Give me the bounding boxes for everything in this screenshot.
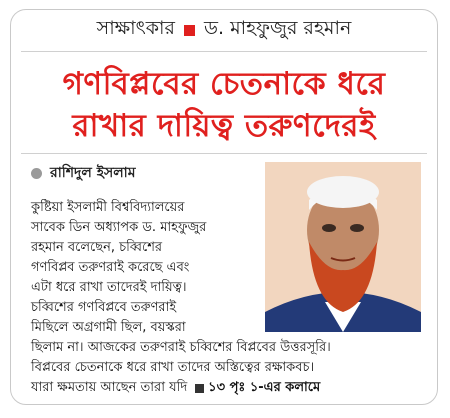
kicker-person: ড. মাহফুজুর রহমান [204, 17, 352, 39]
kicker-separator-square [184, 25, 195, 36]
body-line: সাবেক ডিন অধ্যাপক ড. মাহফুজুর [31, 220, 207, 235]
byline-bullet [31, 168, 42, 179]
body-line: রহমান বলেছেন, চব্বিশের [31, 240, 163, 255]
body-last-line [31, 378, 320, 398]
byline-author: রাশিদুল ইসলাম [50, 165, 136, 181]
body-line: যারা ক্ষমতায় আছেন তারা যদি [31, 380, 188, 395]
body-line: বিপ্লবের চেতনাকে ধরে রাখা তাদের অস্তিত্বের রক্ষাকবচ। [31, 360, 315, 375]
body-line: চব্বিশের গণবিপ্লবে তরুণরাই [31, 300, 177, 315]
news-clipping [10, 9, 438, 405]
body-line: কুষ্টিয়া ইসলামী বিশ্ববিদ্যালয়ের [31, 200, 185, 215]
headline-divider [21, 153, 427, 154]
body-line: এটা ধরে রাখা তাদেরই দায়িত্ব। [31, 280, 187, 295]
top-divider [21, 51, 427, 52]
continuation-square-icon [195, 384, 204, 393]
portrait-photo [265, 162, 421, 332]
headline-line-1: গণবিপ্লবের চেতনাকে ধরে [62, 66, 386, 102]
body-line: গণবিপ্লব তরুণরাই করেছে এবং [31, 260, 190, 275]
byline [31, 162, 136, 184]
kicker-section: সাক্ষাৎকার [96, 17, 176, 39]
body-line: ছিলাম না। আজকের তরুণরাই চব্বিশের বিপ্লবের উত্তরসূরি। [31, 340, 331, 355]
kicker [11, 10, 437, 50]
continuation-note [195, 378, 320, 398]
body-line: মিছিলে অগ্রগামী ছিল, বয়স্করা [31, 320, 186, 335]
headline-line-2: রাখার দায়িত্ব তরুণদেরই [72, 108, 376, 144]
continuation-text: ১৩ পৃঃ ১-এর কলামে [208, 380, 321, 395]
